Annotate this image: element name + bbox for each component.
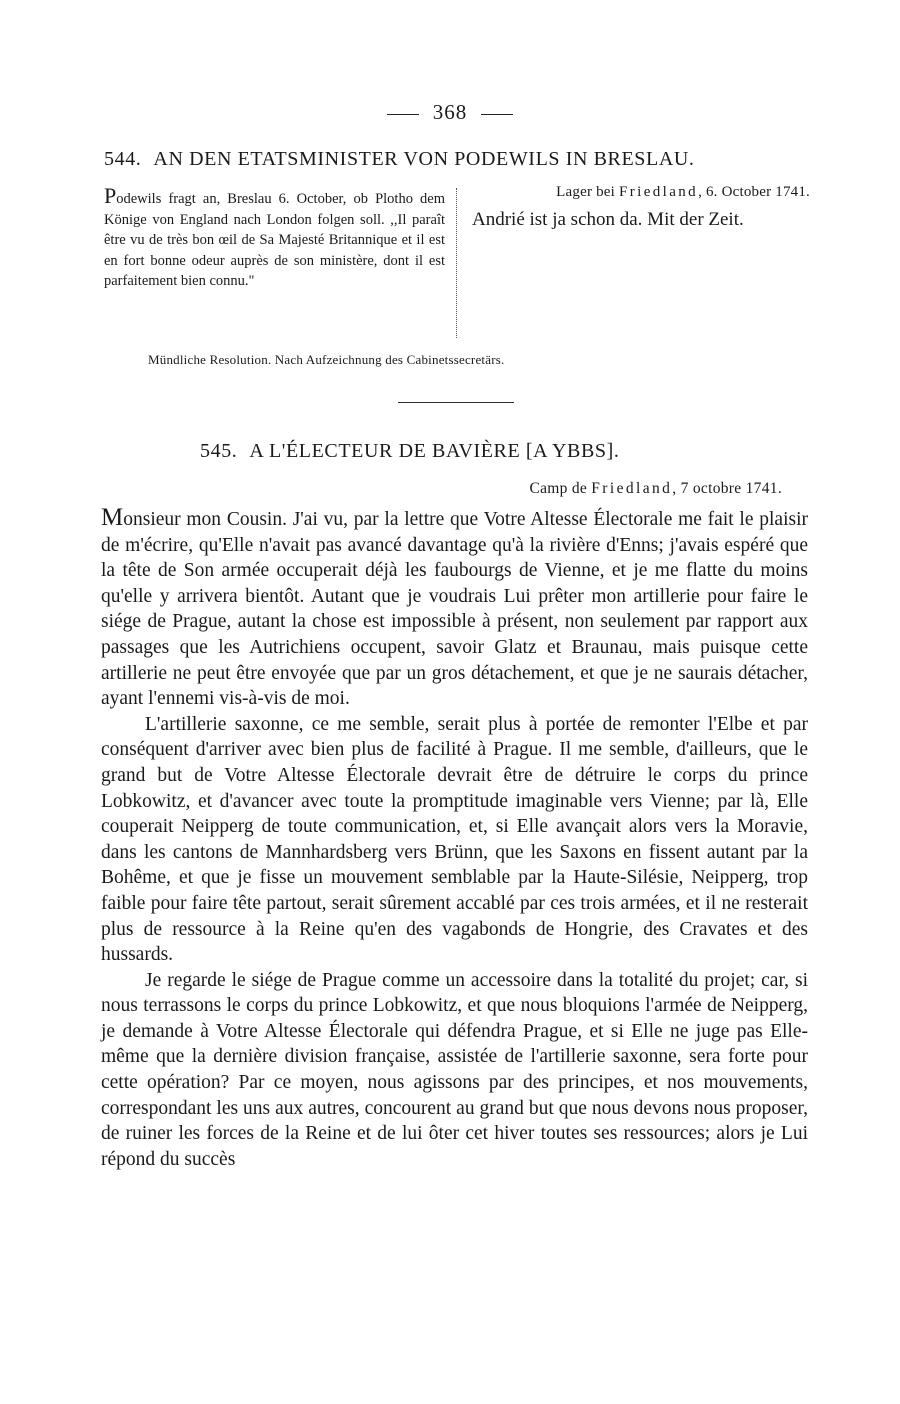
page-number-value: 368 <box>432 100 468 124</box>
column-divider <box>456 188 457 338</box>
section-545-heading <box>200 440 760 463</box>
response-date <box>472 184 810 201</box>
query-text: odewils fragt an, Breslau 6. October, ob Plotho dem Könige von England nach London folgen soll. ,,Il paraît être vu de très bon œil de Sa Majesté Britannique et il est en fort bonne odeur auprès de son ministère, dont il est parfaitement bien connu." <box>104 191 445 289</box>
section-544-response <box>472 184 810 232</box>
section-544-note: Mündliche Resolution. Nach Aufzeichnung des Cabinetssecretärs. <box>148 352 505 367</box>
response-date-place: Friedland <box>618 184 699 200</box>
page-number-dash-right <box>481 114 513 115</box>
section-544-heading <box>104 148 810 171</box>
response-date-suffix: , 6. October 1741. <box>698 184 810 200</box>
section-544-title: AN DEN ETATSMINISTER VON PODEWILS IN BRESLAU. <box>153 148 695 170</box>
section-545-title: A L'ÉLECTEUR DE BAVIÈRE [A YBBS]. <box>249 440 620 462</box>
response-text: Andrié ist ja schon da. Mit der Zeit. <box>472 209 744 230</box>
page-number <box>0 100 900 125</box>
section-separator-rule <box>398 402 514 403</box>
response-date-prefix: Lager bei <box>556 184 616 200</box>
letter-date-place: Friedland <box>591 480 673 497</box>
letter-paragraph-3: Je regarde le siége de Prague comme un accessoire dans la totalité du projet; car, si nous terrassons le corps du prince Lobkowitz, et que nous bloquions l'armée de Neipperg, je demande à Votre Altesse Électorale qui défendra Prague, et si Elle ne juge pas Elle-même que la dernière division française, assistée de l'artillerie saxonne, sera forte pour cette opération? Par ce moyen, nous agissons par des principes, et nos mouvements, correspondant les uns aux autres, concourent au grand but que nous devons nous proposer, de ruiner les forces de la Reine et de lui ôter cet hiver toutes ses ressources; alors je Lui répond du succès <box>101 969 808 1170</box>
letter-date-prefix: Camp de <box>529 480 588 497</box>
query-lead-letter: P <box>104 183 117 208</box>
letter-lead-letter: M <box>101 504 124 531</box>
letter-paragraph-1-text: onsieur mon Cousin. J'ai vu, par la lettre que Votre Altesse Électorale me fait le plaisir de m'écrire, qu'Elle n'avait pas avancé davantage qu'à la rivière d'Enns; j'avais espéré que la tête de Son armée occuperait déjà les faubourgs de Vienne, et je me flatte du moins qu'elle y arrivera bientôt. Autant que je voudrais Lui prêter mon artillerie pour faire le siége de Prague, autant la chose est impossible à présent, non seulement par rapport aux passages que les Autrichiens occupent, savoir Glatz et Braunau, mais puisque cette artillerie ne peut être envoyée que par un gros détachement, et que je ne saurais détacher, ayant l'ennemi vis-à-vis de moi. <box>101 509 808 710</box>
letter-paragraph-1 <box>101 505 808 712</box>
section-544-number: 544. <box>104 148 142 170</box>
page-number-dash-left <box>387 114 419 115</box>
section-545-number: 545. <box>200 440 238 462</box>
section-544-query <box>104 183 445 292</box>
section-545-letter <box>101 505 808 1172</box>
section-545-date <box>529 480 782 498</box>
letter-date-suffix: , 7 octobre 1741. <box>672 480 782 497</box>
letter-paragraph-2: L'artillerie saxonne, ce me semble, serait plus à portée de remonter l'Elbe et par conséquent d'arriver avec bien plus de facilité à Prague. Il me semble, d'ailleurs, que le grand but de Votre Altesse Électorale devrait être de détruire le corps du prince Lobkowitz, et d'avancer avec toute la promptitude imaginable vers Vienne; par là, Elle couperait Neipperg de toute communication, et, si Elle avançait alors vers la Moravie, dans les cantons de Mannhardsberg vers Brünn, que les Saxons en fissent autant par la Bohême, et que je fisse un mouvement semblable par la Haute-Silésie, Neipperg, trop faible pour faire tête partout, serait sûrement accablé par ces trois armées, et il ne resterait plus de ressource à la Reine qu'en des vagabonds de Hongrie, des Cravates et des hussards. <box>101 713 808 966</box>
